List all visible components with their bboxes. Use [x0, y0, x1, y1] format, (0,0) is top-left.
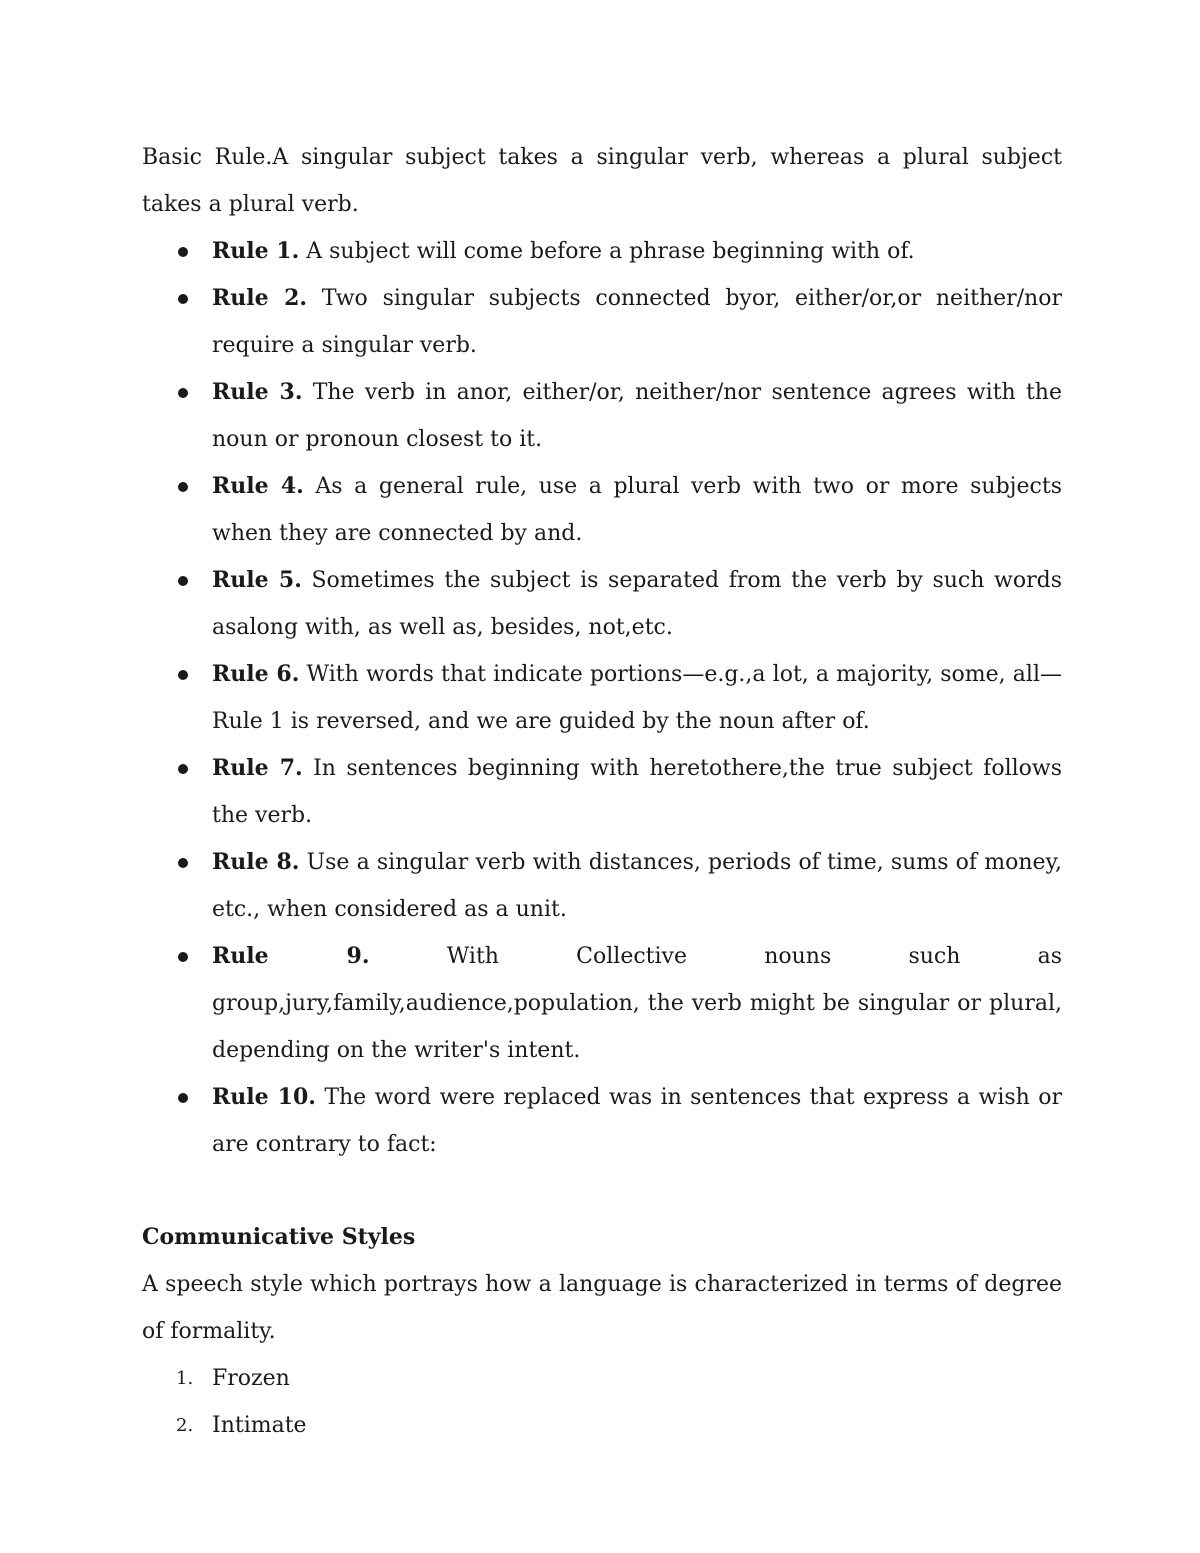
- bullet-icon: [178, 576, 188, 586]
- rule-item-6: [142, 651, 1062, 745]
- style-text: Intimate: [212, 1413, 307, 1438]
- rule-text: A subject will come before a phrase beginning with of.: [299, 239, 915, 264]
- list-number: 1.: [176, 1368, 194, 1389]
- rule-label: Rule 10.: [212, 1084, 316, 1110]
- rule-text: As a general rule, use a plural verb with two or more subjects when they are connected by and.: [212, 474, 1062, 546]
- style-text: Frozen: [212, 1366, 290, 1391]
- bullet-icon: [178, 764, 188, 774]
- rule-label: Rule 9.: [212, 943, 370, 969]
- rule-item-2: [142, 275, 1062, 369]
- rule-item-10: [142, 1074, 1062, 1168]
- rule-label: Rule 6.: [212, 661, 300, 687]
- rule-text: The word were replaced was in sentences that express a wish or are contrary to fact:: [212, 1085, 1062, 1157]
- rule-text: In sentences beginning with heretothere,the true subject follows the verb.: [212, 756, 1063, 828]
- rule-label: Rule 7.: [212, 755, 303, 781]
- rule-label: Rule 3.: [212, 379, 303, 405]
- rule-text: Sometimes the subject is separated from the verb by such words asalong with, as well as, besides, not,etc.: [212, 568, 1062, 640]
- bullet-icon: [178, 952, 188, 962]
- list-number: 2.: [176, 1415, 194, 1436]
- rule-text: Use a singular verb with distances, periods of time, sums of money, etc., when considered as a unit.: [212, 850, 1063, 922]
- rule-text: With Collective nouns such as group,jury,family,audience,population, the verb might be singular or plural, depending on the writer's intent.: [212, 944, 1063, 1063]
- document-page: [142, 134, 1062, 1449]
- rules-list: [142, 228, 1062, 1168]
- rule-label: Rule 8.: [212, 849, 300, 875]
- style-item-2: [142, 1402, 1062, 1449]
- bullet-icon: [178, 247, 188, 257]
- section-heading: Communicative Styles: [142, 1224, 416, 1250]
- rule-label: Rule 4.: [212, 473, 304, 499]
- rule-item-3: [142, 369, 1062, 463]
- rule-item-7: [142, 745, 1062, 839]
- rule-label: Rule 2.: [212, 285, 308, 311]
- rule-label: Rule 1.: [212, 238, 300, 264]
- basic-rule-paragraph: Basic Rule.A singular subject takes a singular verb, whereas a plural subject takes a plural verb.: [142, 145, 1062, 217]
- bullet-icon: [178, 670, 188, 680]
- style-item-1: [142, 1355, 1062, 1402]
- bullet-icon: [178, 388, 188, 398]
- rule-text: Two singular subjects connected byor, either/or,or neither/nor require a singular verb.: [212, 286, 1062, 358]
- rule-text: The verb in anor, either/or, neither/nor sentence agrees with the noun or pronoun closest to it.: [212, 380, 1062, 452]
- bullet-icon: [178, 1093, 188, 1103]
- rule-item-4: [142, 463, 1062, 557]
- styles-list: [142, 1355, 1062, 1449]
- rule-item-8: [142, 839, 1062, 933]
- bullet-icon: [178, 858, 188, 868]
- bullet-icon: [178, 294, 188, 304]
- rule-item-9: [142, 933, 1062, 1074]
- rule-label: Rule 5.: [212, 567, 302, 593]
- section-description: A speech style which portrays how a language is characterized in terms of degree of formality.: [142, 1272, 1062, 1344]
- rule-text: With words that indicate portions—e.g.,a lot, a majority, some, all—Rule 1 is reversed, and we are guided by the noun after of.: [212, 662, 1062, 734]
- rule-item-5: [142, 557, 1062, 651]
- rule-item-1: [142, 228, 1062, 275]
- bullet-icon: [178, 482, 188, 492]
